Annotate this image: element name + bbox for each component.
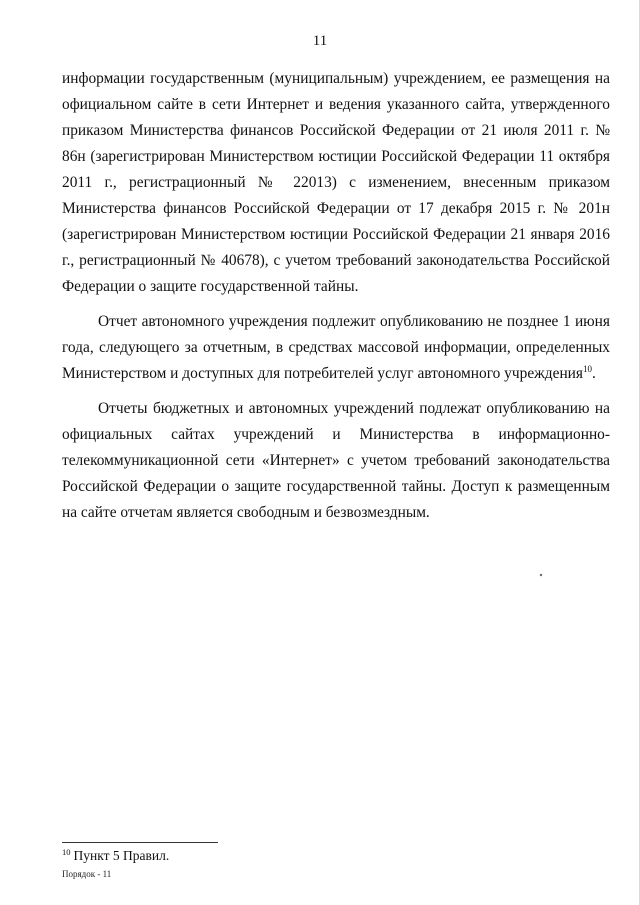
footnote-separator (62, 842, 218, 843)
footnote (62, 848, 169, 864)
paragraph-tail: . (592, 365, 596, 382)
footnote-number: 10 (62, 846, 71, 857)
paragraph-continuation: информации государственным (муниципальным) учреждением, ее размещения на официальном сайте в сети Интернет и ведения указанного сайта, утвержденного приказом Министерства финансов Российской Федерации от 21 июля 2011 г. № 86н (зарегистрирован Министерством юстиции Российской Федерации 11 октября 2011 г., регистрационный № 22013) с изменением, внесенным приказом Министерства финансов Российской Федерации от 17 декабря 2015 г. № 201н (зарегистрирован Министерством юстиции Российской Федерации 21 января 2016 г., регистрационный № 40678), с учетом требований законодательства Российской Федерации о защите государственной тайны. (62, 70, 610, 295)
document-code: Порядок - 11 (62, 869, 112, 879)
page-number: 11 (312, 33, 328, 49)
footnote-reference[interactable]: 10 (583, 363, 592, 374)
paragraph-text: Отчет автономного учреждения подлежит опубликованию не позднее 1 июня года, следующего за отчетным, в средствах массовой информации, определенных Министерством и доступных для потребителей услуг автономного учреждения (62, 313, 610, 382)
footnote-text: Пункт 5 Правил. (73, 848, 170, 863)
scan-speck (540, 574, 543, 577)
paragraph-report-websites: Отчеты бюджетных и автономных учреждений подлежат опубликованию на официальных сайтах учреждений и Министерства в информационно-телекоммуникационной сети «Интернет» с учетом требований законодательства Российской Федерации о защите государственной тайны. Доступ к размещенным на сайте отчетам является свободным и безвозмездным. (62, 400, 610, 521)
document-body (62, 66, 610, 526)
paragraph-report-publication (62, 309, 610, 387)
